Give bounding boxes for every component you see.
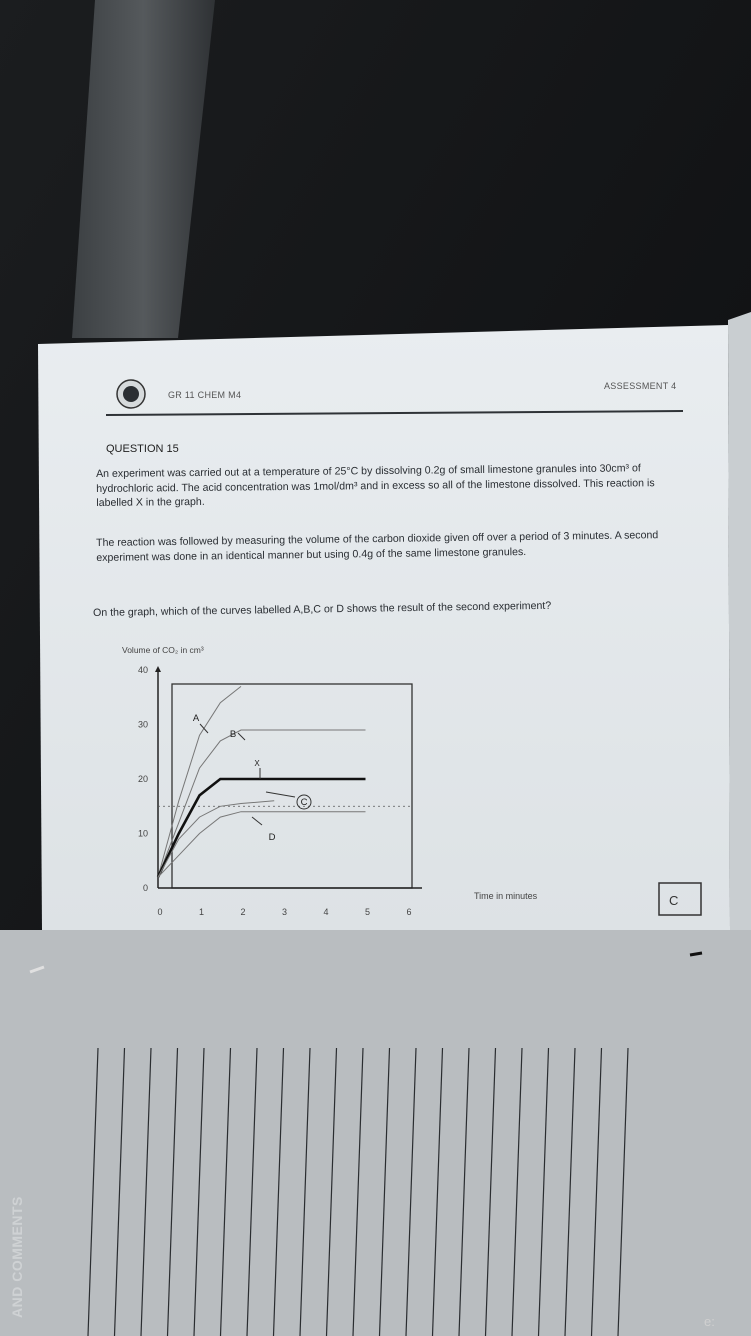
course-code: GR 11 CHEM M4 — [168, 390, 242, 400]
x-tick-label: 2 — [240, 907, 246, 917]
curve-label-a: A — [192, 713, 200, 724]
answer-text: C — [669, 893, 679, 908]
assessment-label: ASSESSMENT 4 — [604, 381, 677, 391]
school-logo-center — [123, 386, 139, 402]
question-title: QUESTION 15 — [106, 443, 179, 455]
x-tick-label: 1 — [198, 907, 205, 917]
y-tick-label: 0 — [142, 883, 148, 893]
curve-label-b: B — [229, 729, 237, 740]
x-tick-label: 6 — [406, 907, 412, 917]
y-tick-label: 10 — [137, 828, 148, 839]
question-paragraph-2: The reaction was followed by measuring the volume of the carbon dioxide given off over a period of 3 minutes. A second experiment was done in an identical manner but using 0.4g of the same limestone granules. — [96, 529, 659, 564]
curve-label-x: X — [254, 759, 260, 768]
y-axis-label: Volume of CO₂ in cm³ — [122, 645, 204, 655]
x-tick-label: 5 — [364, 907, 371, 917]
question-paragraph-3: On the graph, which of the curves labelled A,B,C or D shows the result of the second experiment? — [93, 599, 552, 619]
side-margin-heading: AND COMMENTS — [9, 1196, 25, 1318]
pen-mark — [690, 953, 702, 955]
x-axis-label: Time in minutes — [474, 891, 538, 901]
x-tick-label: 0 — [157, 907, 163, 917]
y-tick-label: 30 — [137, 719, 148, 730]
page-edge — [728, 312, 751, 930]
x-tick-label: 3 — [281, 907, 288, 917]
question-paragraph-1: An experiment was carried out at a temperature of 25°C by dissolving 0.2g of small limestone granules into 30cm³ of hydrochloric acid. The acid concentration was 1mol/dm³ and in excess so all of the limestone dissolved. This reaction is labelled X in the graph. — [96, 462, 655, 509]
curve-label-c: C — [300, 797, 308, 808]
x-tick-label: 4 — [323, 907, 329, 917]
curve-label-d: D — [268, 832, 276, 843]
y-tick-label: 40 — [137, 665, 148, 675]
bottom-right-label: e: — [704, 1314, 715, 1329]
y-tick-label: 20 — [137, 774, 148, 784]
lower-paper — [0, 930, 751, 1336]
